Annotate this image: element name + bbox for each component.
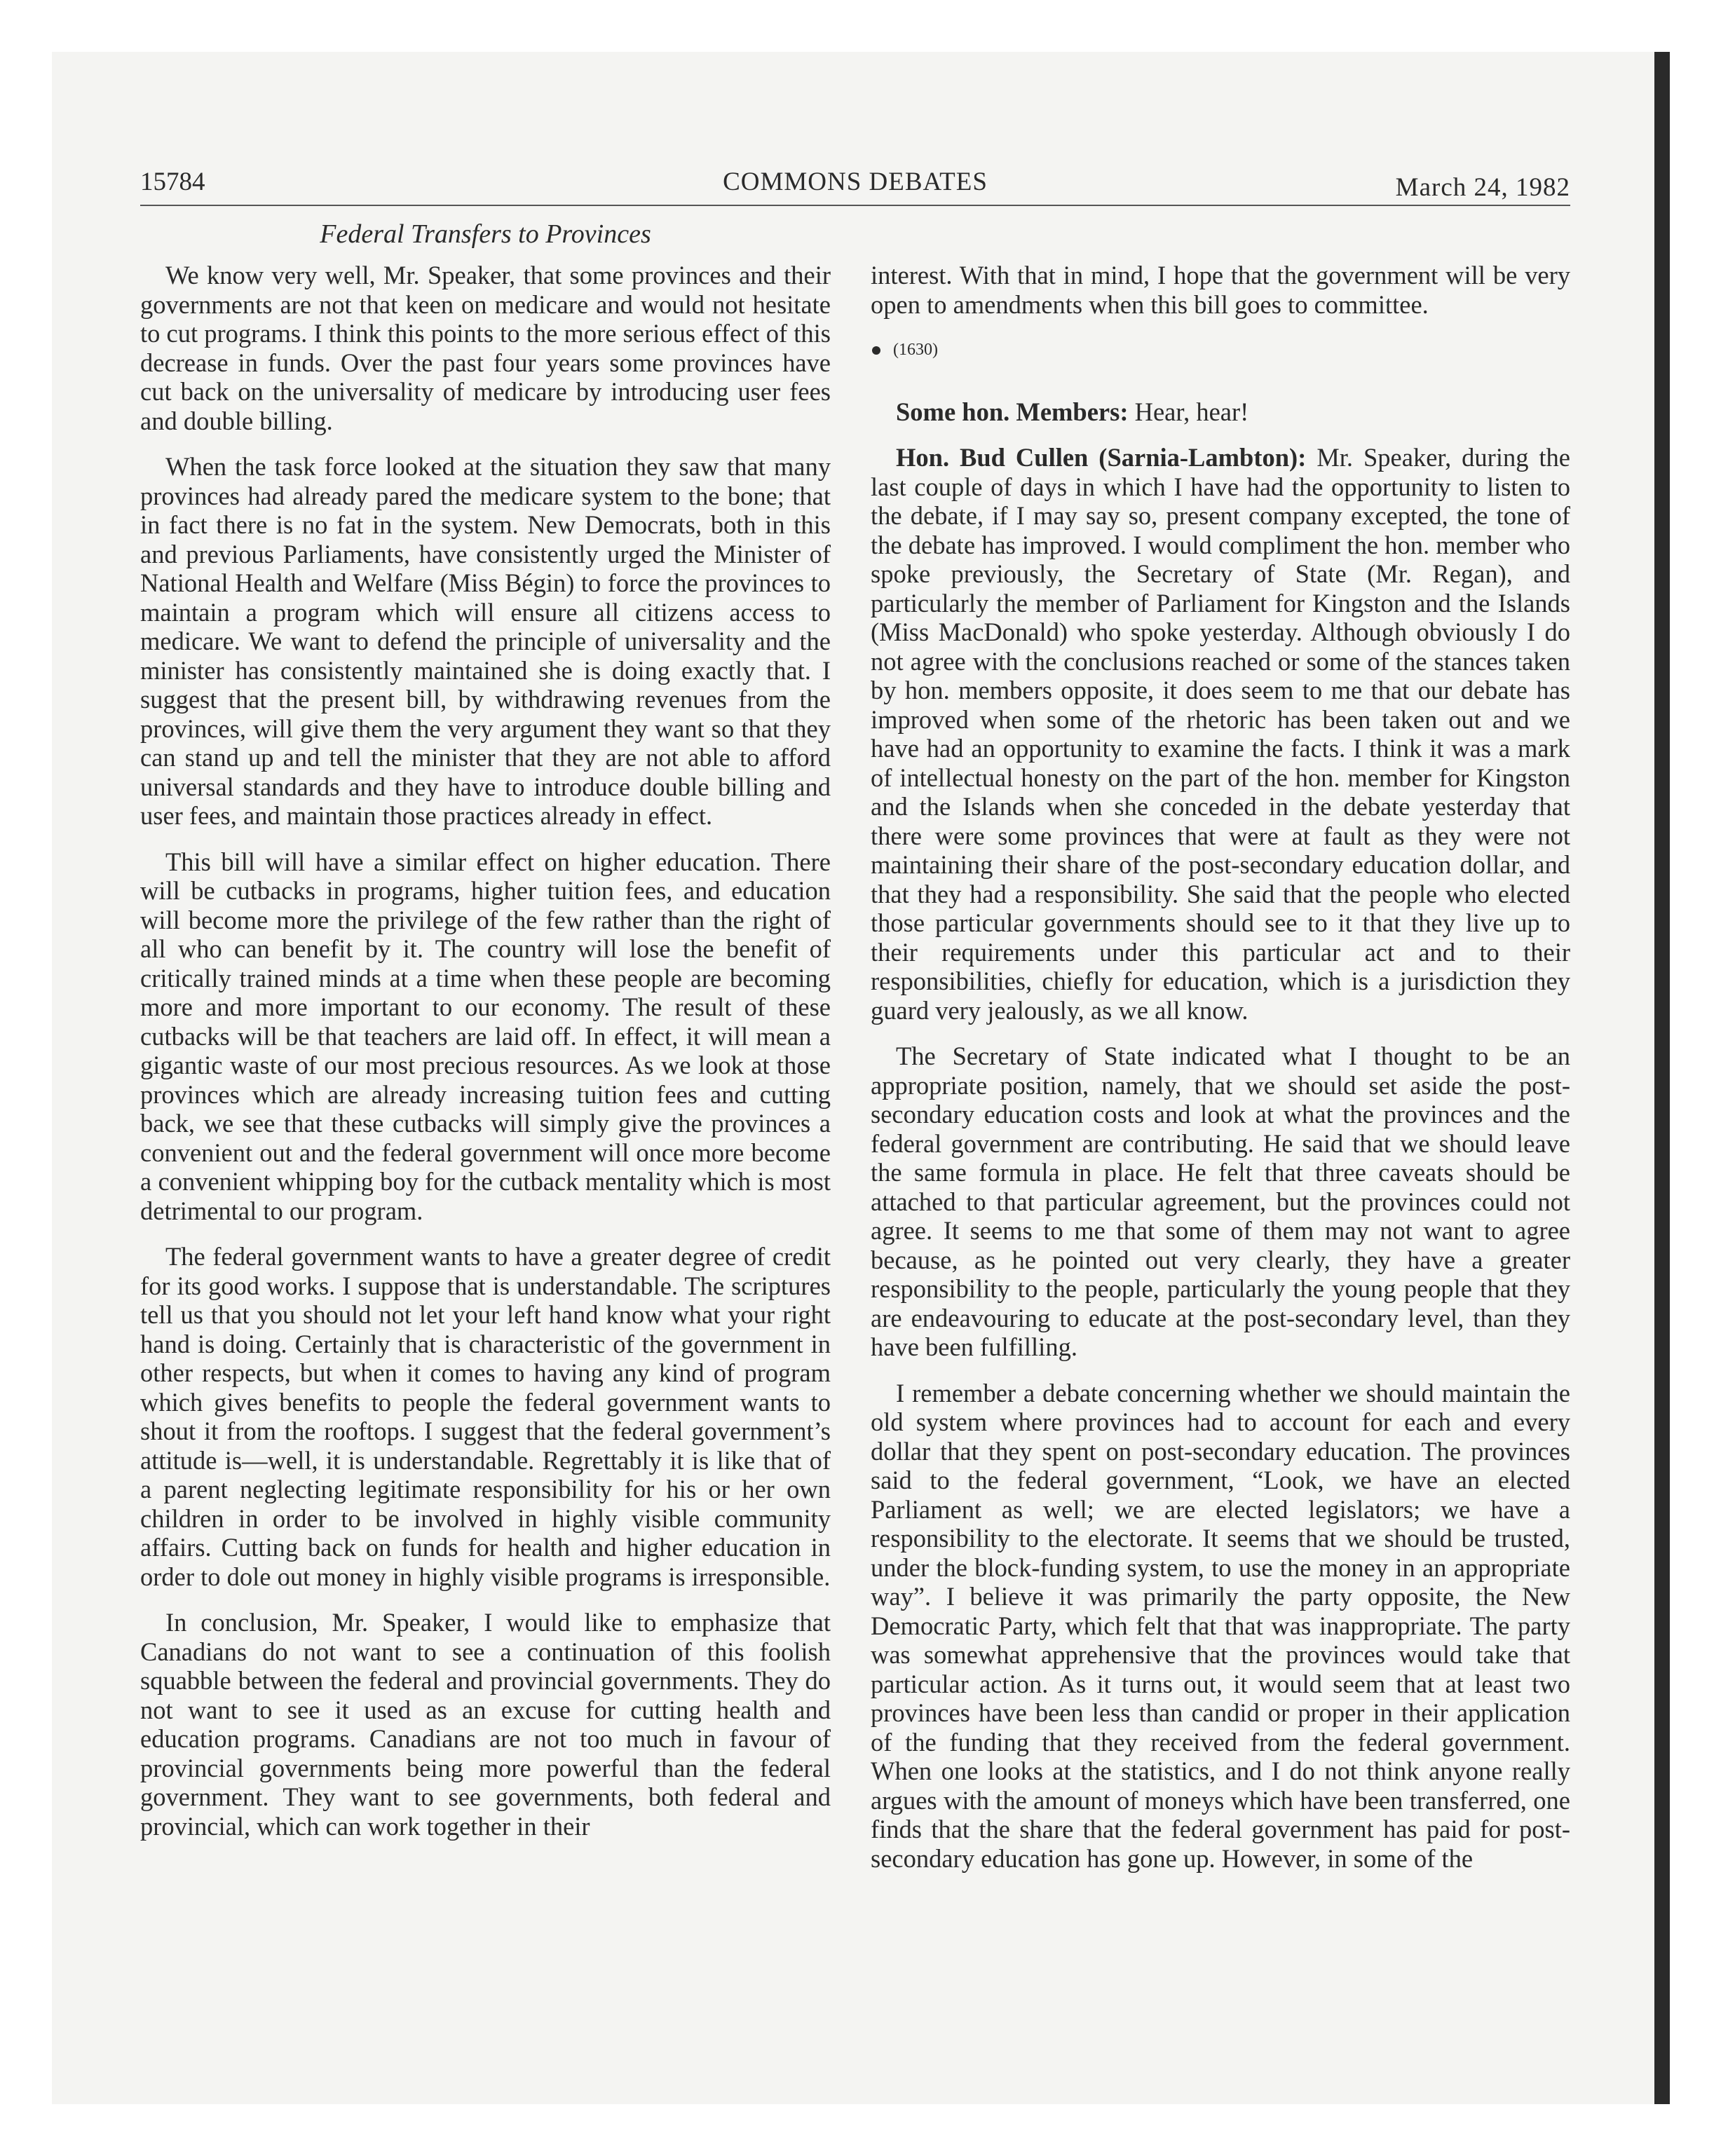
paragraph: In conclusion, Mr. Speaker, I would like to emphasize that Canadians do not want to see a continuation of this foolish squabble between the federal and provincial governments. They do not want to see it used as an excuse for cutting health and education programs. Canadians are not too much in favour of provincial governments being more powerful than the federal government. They want to see governments, both federal and provincial, which can work together in their (140, 1608, 831, 1841)
page-number: 15784 (140, 168, 205, 196)
speech-text: Mr. Speaker, during the last couple of days in which I have had the opportunity to listen to the debate, if I may say so, present company excepted, the tone of the debate has improved. I would compliment the hon. member who spoke previously, the Secretary of State (Mr. Regan), and particularly the member of Parliament for Kingston and the Islands (Miss MacDonald) who spoke yesterday. Although obviously I do not agree with the conclusions reached or some of the stances taken by hon. members opposite, it does seem to me that our debate has improved when some of the rhetoric has been taken out and we have had an opportunity to examine the facts. I think it was a mark of intellectual honesty on the part of the hon. member for Kingston and the Islands when she conceded in the debate yesterday that there were some provinces that were at fault as they were not maintaining their share of the post-secondary education dollar, and that they had a responsibility. She said that the people who elected those particular governments should see to it that they live up to their requirements under this particular act and to their responsibilities, chiefly for education, which is a jurisdiction they guard very jealously, as we all know. (871, 443, 1571, 1025)
right-column (871, 261, 1570, 1890)
interjection-text: Hear, hear! (1134, 397, 1249, 426)
paragraph: The federal government wants to have a greater degree of credit for its good works. I suppose that is understandable. The scriptures tell us that you should not let your left hand know what your right hand is doing. Certainly that is characteristic of the government in other respects, but when it comes to having any kind of program which gives benefits to people the federal government wants to shout it from the rooftops. I suggest that the federal government’s attitude is—well, it is understandable. Regrettably it is like that of a parent neglecting legitimate responsibility for his or her own children in order to be involved in highly visible community affairs. Cutting back on funds for health and higher education in order to dole out money in highly visible programs is irresponsible. (140, 1242, 831, 1591)
page-edge-shadow (1654, 52, 1670, 2104)
left-column (140, 261, 831, 1857)
speech-paragraph (871, 443, 1570, 1025)
bullet-icon (872, 346, 880, 355)
paragraph: I remember a debate concerning whether we should maintain the old system where provinces had to account for each and every dollar that they spent on post-secondary education. The provinces said to the federal government, “Look, we have an elected Parliament as well; we are elected legislators; we have a responsibility to the electorate. It seems that we should be trusted, under the block-funding system, to use the money in an appropriate way”. I believe it was primarily the party opposite, the New Democratic Party, which felt that that was inappropriate. The party was somewhat apprehensive that the provinces would take that particular action. As it turns out, it would seem that at least two provinces have been less than candid or proper in their application of the funding that they received from the federal government. When one looks at the statistics, and I do not think anyone really argues with the amount of moneys which have been transferred, one finds that the share that the federal government has paid for post-secondary education has gone up. However, in some of the (871, 1378, 1570, 1873)
page-date: March 24, 1982 (1395, 173, 1570, 202)
paragraph: When the task force looked at the situation they saw that many provinces had already pared the medicare system to the bone; that in fact there is no fat in the system. New Democrats, both in this and previous Parliaments, have consistently urged the Minister of National Health and Welfare (Miss Bégin) to force the provinces to maintain a program which will ensure all citizens access to medicare. We want to defend the principle of universality and the minister has consistently maintained she is doing exactly that. I suggest that the present bill, by withdrawing revenues from the provinces, will give them the very argument they want so that they can stand up and tell the minister that they are not able to afford universal standards and they have to introduce double billing and user fees, and maintain those practices already in effect. (140, 452, 831, 830)
paragraph: We know very well, Mr. Speaker, that some provinces and their governments are not that keen on medicare and would not hesitate to cut programs. I think this points to the more serious effect of this decrease in funds. Over the past four years some provinces have cut back on the universality of medicare by introducing user fees and double billing. (140, 261, 831, 435)
speaker-label: Some hon. Members: (896, 397, 1129, 426)
page-header (140, 163, 1570, 206)
paragraph: The Secretary of State indicated what I thought to be an appropriate position, namely, that we should set aside the post-secondary education costs and look at what the provinces and the federal government are contributing. He said that we should leave the same formula in place. He felt that three caveats should be attached to that particular agreement, but the provinces could not agree. It seems to me that some of them may not want to agree because, as he pointed out very clearly, they have a greater responsibility to the people, particularly the young people that they are endeavouring to educate at the post-secondary level, than they have been fulfilling. (871, 1042, 1570, 1361)
paragraph: This bill will have a similar effect on higher education. There will be cutbacks in programs, higher tuition fees, and education will become more the privilege of the few rather than the right of all who can benefit by it. The country will lose the benefit of critically trained minds at a time when these people are becoming more and more important to our economy. The result of these cutbacks will be that teachers are laid off. In effect, it will mean a gigantic waste of our most precious resources. As we look at those provinces which are already increasing tuition fees and cutting back, we see that these cutbacks will simply give the provinces a convenient out and the federal government will once more become a convenient whipping boy for the cutback mentality which is most detrimental to our program. (140, 847, 831, 1225)
interjection (871, 397, 1570, 427)
timestamp-marker (871, 336, 1570, 365)
continued-paragraph: interest. With that in mind, I hope that the government will be very open to amendments when this bill goes to committee. (871, 261, 1570, 319)
section-title: Federal Transfers to Provinces (320, 219, 651, 249)
speaker-label: Hon. Bud Cullen (Sarnia-Lambton): (896, 443, 1307, 472)
timestamp: (1630) (893, 341, 938, 359)
publication-title: COMMONS DEBATES (723, 168, 988, 196)
